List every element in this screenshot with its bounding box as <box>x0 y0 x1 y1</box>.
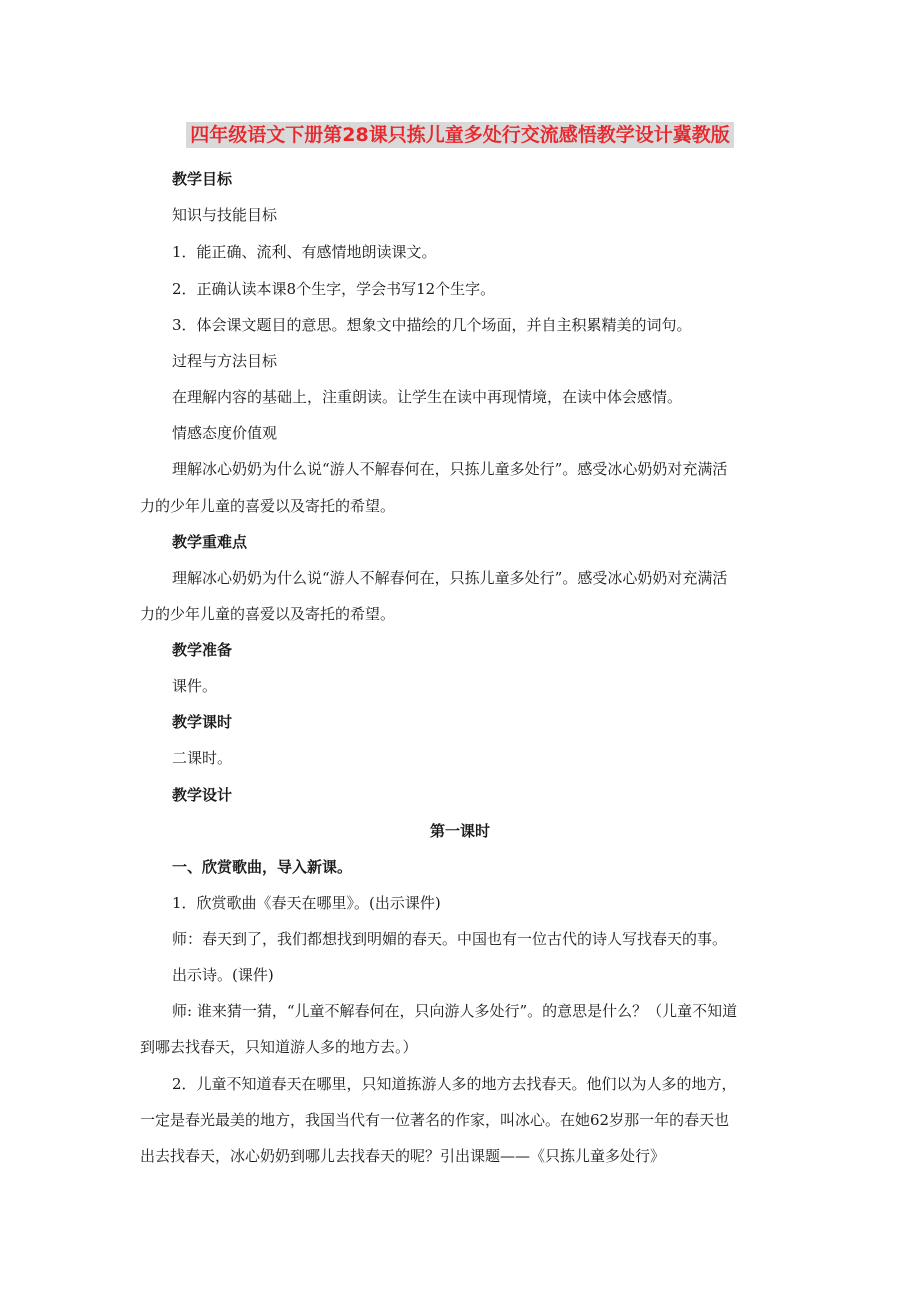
paragraph-emotion-line-1: 理解冰心奶奶为什么说“游人不解春何在，只拣儿童多处行”。感受冰心奶奶对充满活 <box>172 460 728 478</box>
heading-key-difficulties: 教学重难点 <box>172 533 248 551</box>
paragraph-difficulties-line-1: 理解冰心奶奶为什么说“游人不解春何在，只拣儿童多处行”。感受冰心奶奶对充满活 <box>172 569 728 587</box>
goal-item-2: 2．正确认读本课8个生字，学会书写12个生字。 <box>172 280 496 298</box>
title-wrap <box>0 122 920 148</box>
heading-class-hours: 教学课时 <box>172 713 233 731</box>
heading-preparation: 教学准备 <box>172 641 233 659</box>
subheading-emotion-values: 情感态度价值观 <box>172 424 278 442</box>
paragraph-preparation: 课件。 <box>172 677 218 695</box>
step-1: 1．欣赏歌曲《春天在哪里》。(出示课件) <box>172 894 441 912</box>
paragraph-class-hours: 二课时。 <box>172 749 233 767</box>
paragraph-process-method: 在理解内容的基础上，注重朗读。让学生在读中再现情境，在读中体会感情。 <box>172 388 683 406</box>
step-2-line-3: 出去找春天，冰心奶奶到哪儿去找春天的呢？引出课题——《只拣儿童多处行》 <box>140 1147 666 1165</box>
show-poem-line: 出示诗。(课件) <box>172 966 274 984</box>
document-title: 四年级语文下册第28课只拣儿童多处行交流感悟教学设计冀教版 <box>186 122 733 148</box>
teacher-line-1: 师：春天到了，我们都想找到明媚的春天。中国也有一位古代的诗人写找春天的事。 <box>172 930 728 948</box>
paragraph-difficulties-line-2: 力的少年儿童的喜爱以及寄托的希望。 <box>140 605 396 623</box>
subheading-knowledge-skills: 知识与技能目标 <box>172 206 278 224</box>
teacher-question-line-2: 到哪去找春天，只知道游人多的地方去。） <box>140 1038 418 1056</box>
heading-teaching-goals: 教学目标 <box>172 170 233 188</box>
goal-item-3: 3．体会课文题目的意思。想象文中描绘的几个场面，并自主积累精美的词句。 <box>172 316 692 334</box>
teacher-question-line-1: 师: 谁来猜一猜，“儿童不解春何在，只向游人多处行”。的意思是什么？（儿童不知道 <box>172 1002 738 1020</box>
heading-teaching-design: 教学设计 <box>172 786 233 804</box>
heading-section-1: 一、欣赏歌曲，导入新课。 <box>172 858 353 876</box>
step-2-line-2: 一定是春光最美的地方，我国当代有一位著名的作家，叫冰心。在她62岁那一年的春天也 <box>140 1111 730 1129</box>
heading-first-lesson: 第一课时 <box>429 822 490 840</box>
step-2-line-1: 2．儿童不知道春天在哪里，只知道拣游人多的地方去找春天。他们以为人多的地方， <box>172 1075 737 1093</box>
paragraph-emotion-line-2: 力的少年儿童的喜爱以及寄托的希望。 <box>140 497 396 515</box>
subheading-process-method: 过程与方法目标 <box>172 352 278 370</box>
goal-item-1: 1．能正确、流利、有感情地朗读课文。 <box>172 243 437 261</box>
